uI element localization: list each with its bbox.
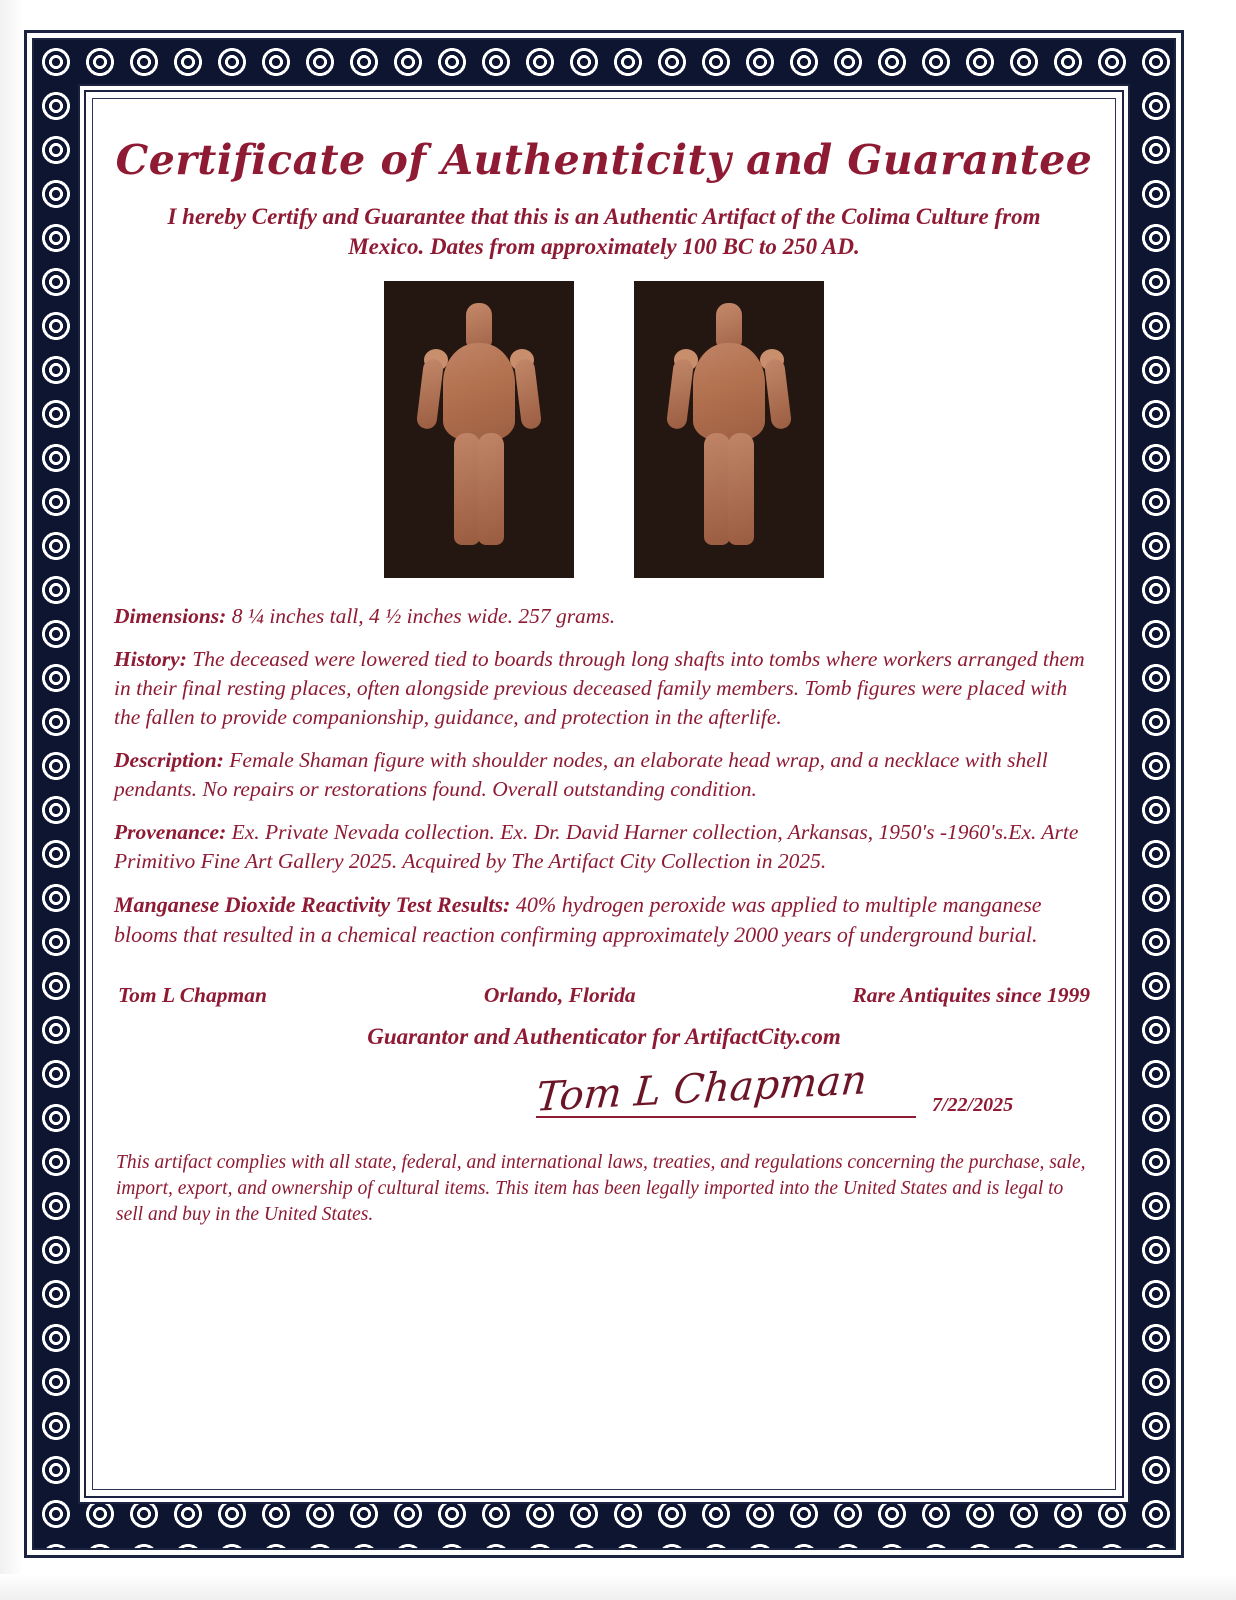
figure-leg-left xyxy=(704,433,730,545)
figure-arm-left xyxy=(666,358,694,430)
signature-line xyxy=(536,1116,916,1118)
guarantor-line: Guarantor and Authenticator for ArtifactCity.com xyxy=(367,1023,841,1049)
field-provenance-value: Ex. Private Nevada collection. Ex. Dr. David Harner collection, Arkansas, 1950's -1960's.Ex. Arte Primitivo Fine Art Gallery 2025. Acquired by The Artifact City Collection in 2025. xyxy=(114,820,1079,873)
scan-edge-left xyxy=(0,0,24,1600)
signer-name: Tom L Chapman xyxy=(118,982,267,1007)
figure-torso xyxy=(443,343,515,441)
legal-compliance-text: This artifact complies with all state, federal, and international laws, treaties, and regulations concerning the purchase, sale, import, export, and ownership of cultural items. This item has been legally imported into the United States and is legal to sell and buy in the United States. xyxy=(116,1151,1086,1226)
artifact-back-photo xyxy=(634,281,824,578)
signer-location: Orlando, Florida xyxy=(483,982,636,1007)
artifact-photo-row xyxy=(106,281,1102,578)
certify-statement: I hereby Certify and Guarantee that this is an Authentic Artifact of the Colima Culture from Mexico. Dates from approximately 100 BC to 250 AD. xyxy=(167,204,1041,260)
certificate-content xyxy=(106,112,1102,1476)
signer-row xyxy=(118,983,1090,1008)
handwritten-signature: Tom L Chapman xyxy=(534,1057,869,1121)
field-dimensions-value: 8 ¼ inches tall, 4 ½ inches wide. 257 grams. xyxy=(226,603,616,628)
field-dimensions xyxy=(114,602,1094,631)
field-description-value: Female Shaman figure with shoulder nodes, an elaborate head wrap, and a necklace with shell pendants. No repairs or restorations found. Overall outstanding condition. xyxy=(114,748,1048,801)
figure-leg-left xyxy=(454,433,480,545)
figure-arm-left xyxy=(416,358,444,430)
field-history-value: The deceased were lowered tied to boards through long shafts into tombs where workers arranged them in their final resting places, often alongside previous deceased family members. Tomb figures were placed with the fallen to provide companionship, guidance, and protection in the afterlife. xyxy=(114,647,1085,729)
artifact-front-photo xyxy=(384,281,574,578)
page-title: Certificate of Authenticity and Guarantee xyxy=(115,136,1093,184)
scan-edge-bottom xyxy=(0,1574,1236,1600)
signer-tagline: Rare Antiquites since 1999 xyxy=(852,982,1090,1007)
field-manganese-test xyxy=(114,890,1094,949)
figure-head xyxy=(716,303,742,347)
figure-back-illustration xyxy=(634,281,824,578)
field-description xyxy=(114,746,1094,803)
figure-leg-right xyxy=(478,433,504,545)
figure-head xyxy=(466,303,492,347)
field-history xyxy=(114,645,1094,731)
figure-arm-right xyxy=(514,358,542,430)
field-manganese-test-value: 40% hydrogen peroxide was applied to multiple manganese blooms that resulted in a chemical reaction confirming approximately 2000 years of underground burial. xyxy=(114,892,1042,947)
field-provenance xyxy=(114,818,1094,875)
field-history-label: History: xyxy=(114,647,187,672)
figure-leg-right xyxy=(728,433,754,545)
figure-torso xyxy=(693,343,765,441)
figure-front-illustration xyxy=(384,281,574,578)
signature-date: 7/22/2025 xyxy=(932,1093,1014,1116)
figure-arm-right xyxy=(764,358,792,430)
field-description-label: Description: xyxy=(114,748,224,773)
field-dimensions-label: Dimensions: xyxy=(114,603,227,628)
signature-row xyxy=(106,1057,1102,1134)
field-manganese-test-label: Manganese Dioxide Reactivity Test Results: xyxy=(114,892,511,918)
field-provenance-label: Provenance: xyxy=(114,820,227,845)
